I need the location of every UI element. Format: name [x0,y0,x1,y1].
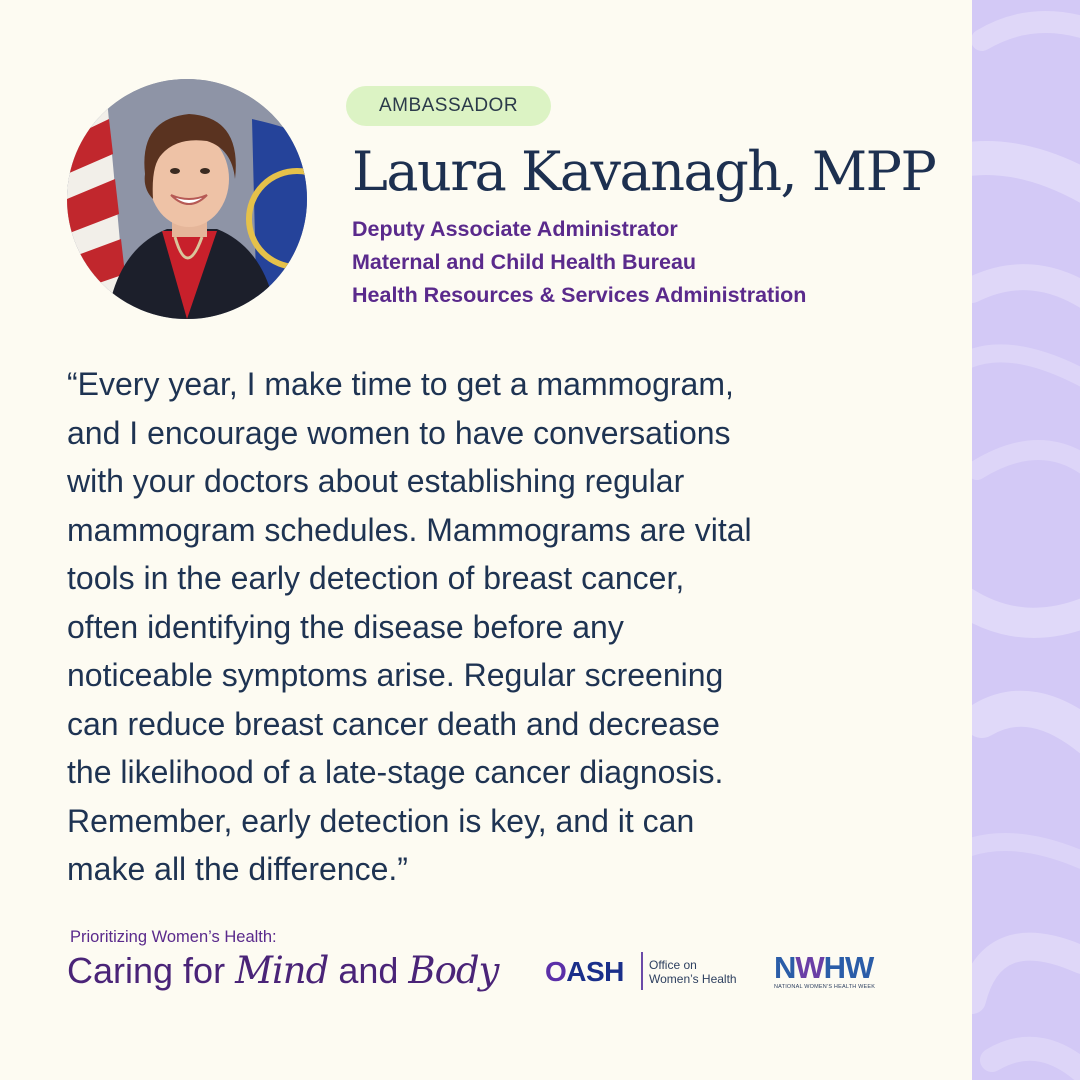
ambassador-badge: AMBASSADOR [346,86,551,126]
campaign-title [67,948,498,994]
title-line: Deputy Associate Administrator [352,217,678,241]
quote-line: tools in the early detection of breast cancer, [67,560,685,596]
quote-line: with your doctors about establishing regular [67,463,685,499]
nwhw-logo [774,951,873,985]
nwhw-n: N [774,950,796,985]
title-line: Maternal and Child Health Bureau [352,250,697,274]
quote-line: noticeable symptoms arise. Regular screening [67,657,724,693]
quote-line: mammogram schedules. Mammograms are vital [67,511,752,548]
campaign-mind: Mind [235,949,329,992]
nwhw-w: W [795,950,824,985]
quote-line: the likelihood of a late-stage cancer diagnosis. [67,754,724,790]
brush-stroke-pattern [972,0,1080,1080]
ambassador-portrait [67,79,307,319]
logo-divider [641,952,643,990]
nwhw-tagline: NATIONAL WOMEN’S HEALTH WEEK [774,984,876,990]
quote-line: can reduce breast cancer death and decrease [67,705,720,742]
quote-line: often identifying the disease before any [67,608,624,645]
quote-line: and I encourage women to have conversations [67,414,731,451]
owh-line: Women’s Health [649,972,737,986]
quote-line: Remember, early detection is key, and it can [67,802,695,839]
campaign-body: Body [408,949,499,992]
oash-logo-o: O [545,956,567,987]
oash-logo [545,956,624,988]
ambassador-name: Laura Kavanagh, MPP [352,140,936,203]
campaign-part: and [328,950,409,991]
oash-logo-rest: ASH [566,956,624,987]
owh-line: Office on [649,958,697,972]
campaign-part: Caring for [67,950,236,991]
nwhw-hw: HW [823,950,874,985]
title-line: Health Resources & Services Administration [352,283,807,307]
quote-line: make all the difference.” [67,851,408,887]
owh-logo-text [649,958,737,986]
campaign-kicker: Prioritizing Women’s Health: [70,928,277,946]
ambassador-titles [352,213,806,312]
quote-text [67,360,947,894]
quote-line: “Every year, I make time to get a mammogram, [67,366,734,402]
decorative-side-band [972,0,1080,1080]
